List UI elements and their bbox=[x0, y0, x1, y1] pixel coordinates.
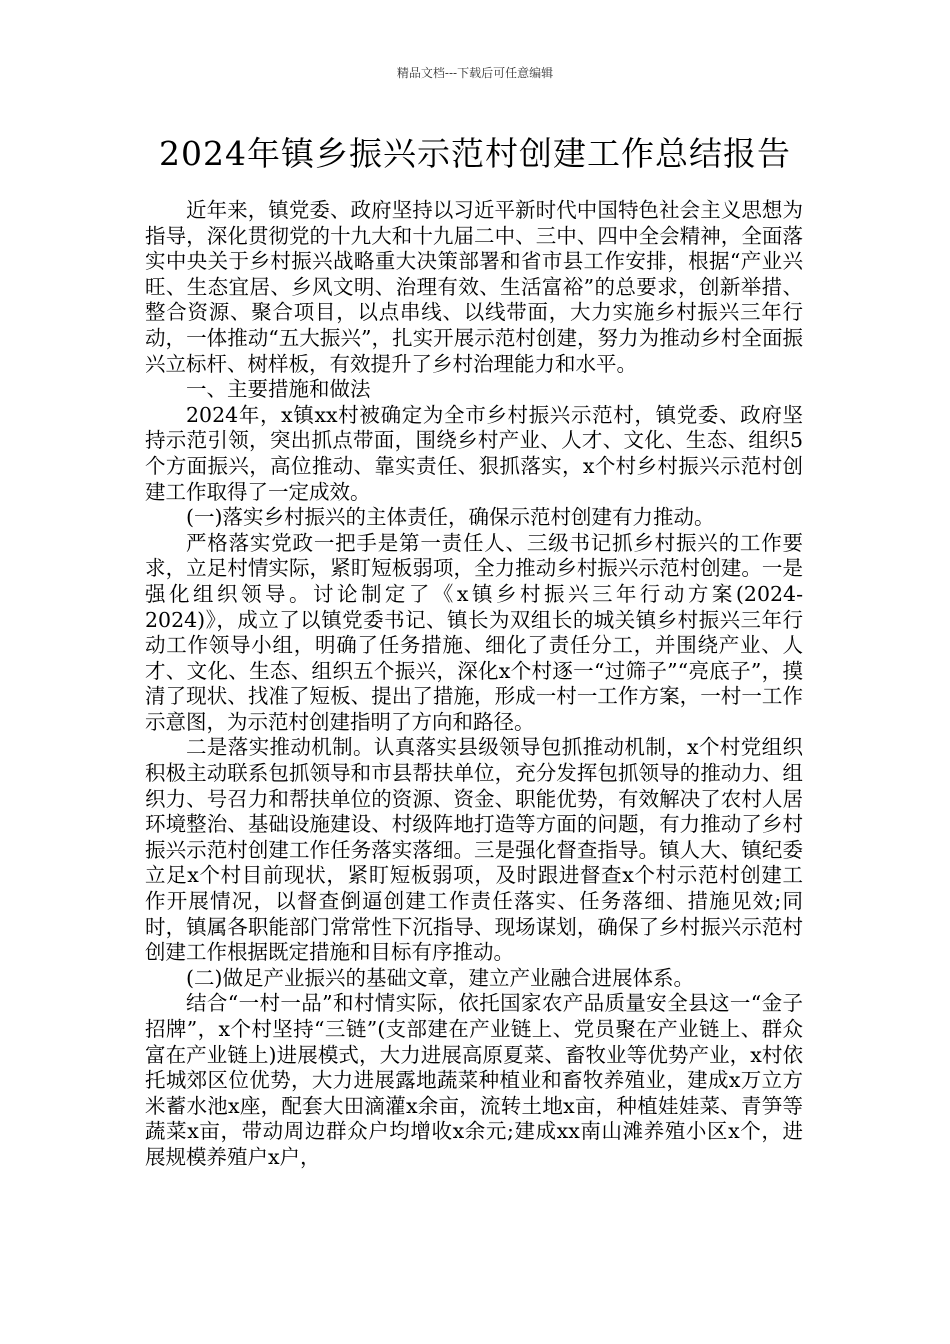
paragraph: 二是落实推动机制。认真落实县级领导包抓推动机制，x个村党组织积极主动联系包抓领导和市县帮扶单位，充分发挥包抓领导的推动力、组织力、号召力和帮扶单位的资源、资金、职能优势，有效解决了农村人居环境整治、基础设施建设、村级阵地打造等方面的问题，有力推动了乡村振兴示范村创建工作任务落实落细。三是强化督查指导。镇人大、镇纪委立足x个村目前现状，紧盯短板弱项，及时跟进督查x个村示范村创建工作开展情况，以督查倒逼创建工作责任落实、任务落细、措施见效;同时，镇属各职能部门常常性下沉指导、现场谋划，确保了乡村振兴示范村创建工作根据既定措施和目标有序推动。 bbox=[145, 735, 803, 965]
paragraph: 结合“一村一品”和村情实际，依托国家农产品质量安全县这一“金子招牌”，x个村坚持“三链”(支部建在产业链上、党员聚在产业链上、群众富在产业链上)进展模式，大力进展高原夏菜、畜牧业等优势产业，x村依托城郊区位优势，大力进展露地蔬菜种植业和畜牧养殖业，建成x万立方米蓄水池x座，配套大田滴灌x余亩，流转土地x亩，种植娃娃菜、青笋等蔬菜x亩，带动周边群众户均增收x余元;建成xx南山滩养殖小区x个，进展规模养殖户x户， bbox=[145, 991, 803, 1169]
paragraph: 严格落实党政一把手是第一责任人、三级书记抓乡村振兴的工作要求，立足村情实际，紧盯短板弱项，全力推动乡村振兴示范村创建。一是强化组织领导。讨论制定了《x镇乡村振兴三年行动方案(2024-2024)》，成立了以镇党委书记、镇长为双组长的城关镇乡村振兴三年行动工作领导小组，明确了任务措施、细化了责任分工，并围绕产业、人才、文化、生态、组织五个振兴，深化x个村逐一“过筛子”“亮底子”，摸清了现状、找准了短板、提出了措施，形成一村一工作方案，一村一工作示意图，为示范村创建指明了方向和路径。 bbox=[145, 530, 803, 734]
document-title: 2024年镇乡振兴示范村创建工作总结报告 bbox=[159, 134, 791, 173]
paragraph: 2024年，x镇xx村被确定为全市乡村振兴示范村，镇党委、政府坚持示范引领，突出抓点带面，围绕乡村产业、人才、文化、生态、组织5个方面振兴，高位推动、靠实责任、狠抓落实，x个村乡村振兴示范村创建工作取得了一定成效。 bbox=[145, 402, 803, 504]
paragraph-intro: 近年来，镇党委、政府坚持以习近平新时代中国特色社会主义思想为指导，深化贯彻党的十九大和十九届二中、三中、四中全会精神，全面落实中央关于乡村振兴战略重大决策部署和省市县工作安排，根据“产业兴旺、生态宜居、乡风文明、治理有效、生活富裕”的总要求，创新举措、整合资源、聚合项目，以点串线、以线带面，大力实施乡村振兴三年行动，一体推动“五大振兴”，扎实开展示范村创建，努力为推动乡村全面振兴立标杆、树样板，有效提升了乡村治理能力和水平。 bbox=[145, 198, 803, 376]
subsection-heading-1: (一)落实乡村振兴的主体责任，确保示范村创建有力推动。 bbox=[186, 505, 715, 530]
section-heading-1: 一、主要措施和做法 bbox=[186, 377, 371, 402]
subsection-heading-2: (二)做足产业振兴的基础文章，建立产业融合进展体系。 bbox=[186, 965, 694, 990]
document-body bbox=[145, 198, 803, 1171]
header-note: 精品文档---下载后可任意编辑 bbox=[396, 66, 554, 80]
